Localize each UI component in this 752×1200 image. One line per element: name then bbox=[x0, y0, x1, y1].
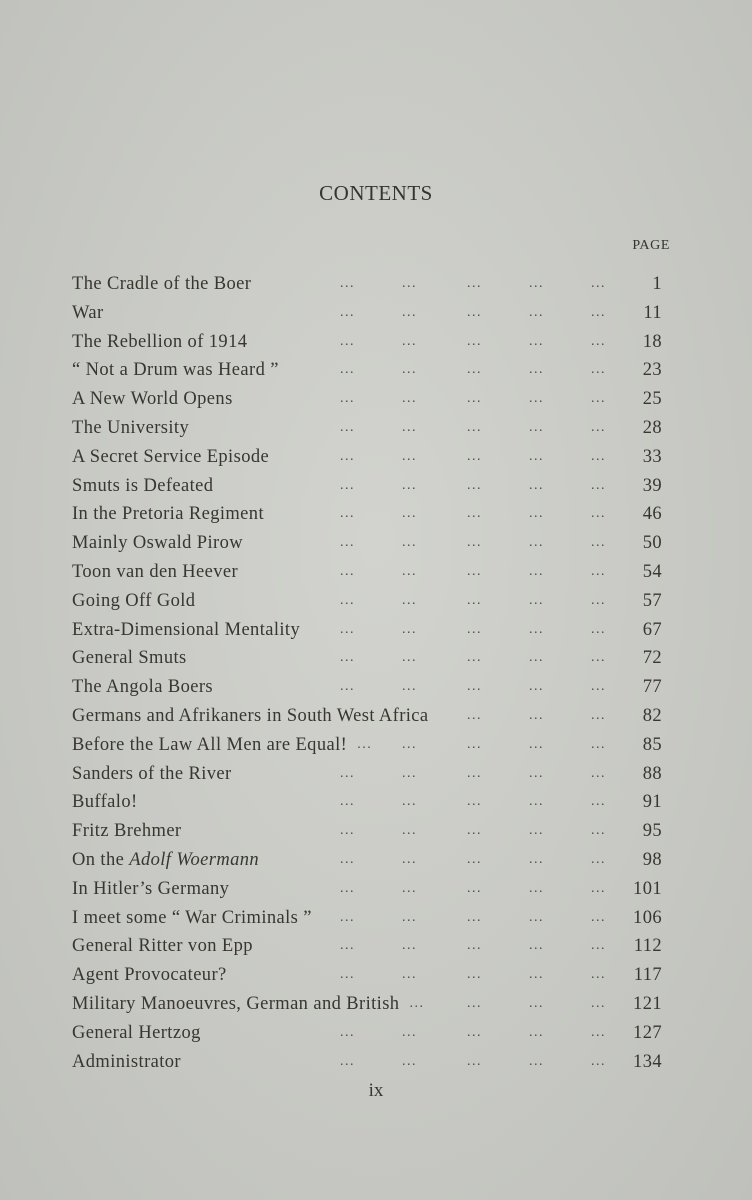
toc-entry-page: 95 bbox=[642, 821, 662, 842]
toc-entry-title: In the Pretoria Regiment bbox=[72, 504, 264, 525]
leader-dot-group: ... bbox=[591, 650, 606, 666]
leader-dot-group: ... bbox=[591, 333, 606, 349]
leader-dot-group: ... bbox=[402, 333, 417, 349]
leader-dot-group: ... bbox=[340, 938, 355, 954]
leader-dot-group: ... bbox=[467, 333, 482, 349]
toc-entry bbox=[72, 270, 662, 299]
toc-entry bbox=[72, 731, 662, 760]
leader-dot-group: ... bbox=[402, 880, 417, 896]
leader-dot-group: ... bbox=[467, 1024, 482, 1040]
leader-dot-group: ... bbox=[529, 823, 544, 839]
leader-dot-group: ... bbox=[467, 1053, 482, 1069]
leader-dot-group: ... bbox=[591, 419, 606, 435]
toc-entry bbox=[72, 961, 662, 990]
leader-dot-group: ... bbox=[591, 679, 606, 695]
leader-dot-group: ... bbox=[591, 938, 606, 954]
leader-dot-group: ... bbox=[402, 851, 417, 867]
leader-dot-group: ... bbox=[529, 1053, 544, 1069]
leader-dot-group: ... bbox=[467, 765, 482, 781]
toc-entry-page: 67 bbox=[642, 619, 662, 640]
leader-dot-group: ... bbox=[340, 304, 355, 320]
leader-dot-group: ... bbox=[467, 851, 482, 867]
toc-entry-page: 1 bbox=[652, 274, 662, 294]
leader-dot-group: ... bbox=[340, 419, 355, 435]
leader-dot-group: ... bbox=[340, 1024, 355, 1040]
toc-entry-title: Fritz Brehmer bbox=[72, 821, 182, 842]
leader-dot-group: ... bbox=[467, 506, 482, 522]
leader-dot-group: ... bbox=[402, 419, 417, 435]
leader-dot-group: ... bbox=[591, 535, 606, 551]
leader-dot-group: ... bbox=[340, 880, 355, 896]
toc-entry-page: 85 bbox=[642, 734, 662, 755]
toc-entry-page: 106 bbox=[633, 907, 662, 928]
leader-dot-group: ... bbox=[529, 276, 544, 291]
leader-dot-group: ... bbox=[591, 880, 606, 896]
leader-dot-group: ... bbox=[529, 419, 544, 435]
toc-entry-page: 54 bbox=[642, 561, 662, 582]
leader-dot-group: ... bbox=[591, 621, 606, 637]
toc-entry-page: 72 bbox=[642, 648, 662, 669]
leader-dot-group: ... bbox=[467, 823, 482, 839]
leader-dot-group: ... bbox=[591, 707, 606, 723]
leader-dot-group: ... bbox=[402, 938, 417, 954]
toc-entry bbox=[72, 616, 662, 645]
leader-dot-group: ... bbox=[340, 276, 355, 291]
leader-dot-group: ... bbox=[402, 506, 417, 522]
leader-dot-group: ... bbox=[529, 448, 544, 464]
toc-entry-title: A Secret Service Episode bbox=[72, 446, 270, 467]
leader-dot-group: ... bbox=[591, 563, 606, 579]
leader-dot-group: ... bbox=[467, 419, 482, 435]
toc-entry-page: 39 bbox=[642, 475, 662, 496]
leader-dot-group: ... bbox=[529, 304, 544, 320]
toc-entry-title-prefix: On the bbox=[72, 849, 130, 870]
toc-entry bbox=[72, 788, 662, 817]
leader-dot-group: ... bbox=[340, 679, 355, 695]
toc-entry bbox=[72, 529, 662, 558]
leader-dot-group: ... bbox=[467, 304, 482, 320]
toc-entry-title: Agent Provocateur? bbox=[72, 965, 227, 986]
leader-dot-group: ... bbox=[591, 276, 606, 291]
toc-entry-title: General Smuts bbox=[72, 648, 187, 669]
toc-entry-title: War bbox=[72, 302, 104, 323]
leader-dot-group: ... bbox=[467, 995, 482, 1011]
leader-dot-group: ... bbox=[402, 967, 417, 983]
leader-dot-group: ... bbox=[340, 909, 355, 925]
leader-dot-group: ... bbox=[529, 707, 544, 723]
leader-dot-group: ... bbox=[591, 995, 606, 1011]
leader-dot-group: ... bbox=[402, 679, 417, 695]
toc-entry-title: Mainly Oswald Pirow bbox=[72, 533, 244, 554]
leader-dot-group: ... bbox=[340, 1053, 355, 1069]
leader-dot-group: ... bbox=[467, 391, 482, 407]
toc-entry-title: General Ritter von Epp bbox=[72, 936, 253, 957]
leader-dot-group: ... bbox=[467, 650, 482, 666]
leader-dot-group: ... bbox=[340, 333, 355, 349]
toc-entry-page: 46 bbox=[642, 504, 662, 525]
toc-entry-page: 33 bbox=[642, 446, 662, 467]
toc-entry-page: 50 bbox=[642, 533, 662, 554]
toc-entry-page: 18 bbox=[642, 331, 662, 352]
toc-entry-page: 134 bbox=[633, 1051, 662, 1072]
toc-entry-page: 28 bbox=[642, 417, 662, 438]
toc-entry bbox=[72, 1048, 662, 1077]
toc-entry-title: Going Off Gold bbox=[72, 590, 196, 611]
toc-entry bbox=[72, 932, 662, 961]
toc-entry-page: 112 bbox=[633, 936, 662, 957]
toc-entry bbox=[72, 817, 662, 846]
leader-dot-group: ... bbox=[529, 880, 544, 896]
leader-dot-group: ... bbox=[402, 276, 417, 291]
toc-entry-page: 127 bbox=[633, 1022, 662, 1043]
leader-dot-group: ... bbox=[340, 448, 355, 464]
leader-dot-group: ... bbox=[529, 967, 544, 983]
leader-dot-group: ... bbox=[467, 707, 482, 723]
leader-dot-group: ... bbox=[591, 736, 606, 752]
leader-dot-group: ... bbox=[340, 535, 355, 551]
toc-entry-title: Sanders of the River bbox=[72, 763, 232, 784]
table-of-contents bbox=[72, 270, 662, 1076]
leader-dot-group: ... bbox=[467, 679, 482, 695]
leader-dot-group: ... bbox=[591, 765, 606, 781]
toc-entry-title-italic: Adolf Woermann bbox=[129, 849, 260, 870]
leader-dot-group: ... bbox=[529, 794, 544, 810]
leader-dot-group: ... bbox=[402, 448, 417, 464]
leader-dot-group: ... bbox=[340, 506, 355, 522]
leader-dot-group: ... bbox=[340, 851, 355, 867]
toc-entry bbox=[72, 644, 662, 673]
leader-dot-group: ... bbox=[591, 823, 606, 839]
toc-entry bbox=[72, 904, 662, 933]
toc-entry-page: 98 bbox=[642, 849, 662, 870]
leader-dot-group: ... bbox=[529, 1024, 544, 1040]
leader-dot-group: ... bbox=[467, 880, 482, 896]
leader-dot-group: ... bbox=[402, 1024, 417, 1040]
leader-dot-group: ... bbox=[340, 477, 355, 493]
leader-dot-group: ... bbox=[340, 391, 355, 407]
toc-entry-title: “ Not a Drum was Heard ” bbox=[72, 360, 279, 381]
toc-entry bbox=[72, 472, 662, 501]
toc-entry-page: 117 bbox=[633, 965, 662, 986]
leader-dot-group: ... bbox=[529, 477, 544, 493]
toc-entry bbox=[72, 1019, 662, 1048]
leader-dot-group: ... bbox=[357, 736, 373, 752]
toc-entry bbox=[72, 385, 662, 414]
toc-entry bbox=[72, 443, 662, 472]
toc-entry-title: Before the Law All Men are Equal! bbox=[72, 734, 348, 755]
toc-entry bbox=[72, 500, 662, 529]
leader-dot-group: ... bbox=[529, 592, 544, 608]
leader-dot-group: ... bbox=[591, 362, 606, 378]
toc-entry bbox=[72, 760, 662, 789]
toc-entry-title: The Rebellion of 1914 bbox=[72, 331, 248, 352]
leader-dot-group: ... bbox=[340, 563, 355, 579]
leader-dot-group: ... bbox=[591, 794, 606, 810]
toc-entry-title: Military Manoeuvres, German and British bbox=[72, 993, 400, 1014]
leader-dot-group: ... bbox=[340, 823, 355, 839]
leader-dot-group: ... bbox=[402, 592, 417, 608]
leader-dot-group: ... bbox=[340, 621, 355, 637]
toc-entry-page: 23 bbox=[642, 360, 662, 381]
leader-dot-group: ... bbox=[529, 535, 544, 551]
toc-entry-title: Germans and Afrikaners in South West Africa bbox=[72, 705, 429, 726]
toc-entry-page: 101 bbox=[633, 878, 662, 899]
leader-dot-group: ... bbox=[467, 563, 482, 579]
leader-dot-group: ... bbox=[467, 276, 482, 291]
toc-entry-title: Toon van den Heever bbox=[72, 561, 239, 582]
leader-dot-group: ... bbox=[591, 304, 606, 320]
leader-dot-group: ... bbox=[529, 938, 544, 954]
toc-entry-title: The University bbox=[72, 417, 190, 438]
toc-entry-title: Administrator bbox=[72, 1051, 181, 1072]
leader-dot-group: ... bbox=[591, 851, 606, 867]
leader-dot-group: ... bbox=[529, 506, 544, 522]
toc-entry-title: Buffalo! bbox=[72, 792, 138, 813]
page-column-label: PAGE bbox=[632, 238, 670, 253]
leader-dot-group: ... bbox=[529, 995, 544, 1011]
leader-dot-group: ... bbox=[402, 391, 417, 407]
leader-dot-group: ... bbox=[591, 1024, 606, 1040]
toc-entry-page: 77 bbox=[642, 677, 662, 698]
leader-dot-group: ... bbox=[529, 679, 544, 695]
leader-dot-group: ... bbox=[529, 362, 544, 378]
toc-entry-title: The Cradle of the Boer bbox=[72, 274, 252, 294]
leader-dot-group: ... bbox=[340, 592, 355, 608]
toc-entry bbox=[72, 702, 662, 731]
leader-dot-group: ... bbox=[529, 851, 544, 867]
leader-dot-group: ... bbox=[402, 477, 417, 493]
leader-dot-group: ... bbox=[340, 650, 355, 666]
leader-dot-group: ... bbox=[467, 736, 482, 752]
toc-entry-page: 121 bbox=[633, 993, 662, 1014]
toc-entry bbox=[72, 558, 662, 587]
leader-dot-group: ... bbox=[591, 1053, 606, 1069]
toc-entry-title: General Hertzog bbox=[72, 1022, 201, 1043]
leader-dot-group: ... bbox=[402, 823, 417, 839]
leader-dot-group: ... bbox=[591, 391, 606, 407]
leader-dot-group: ... bbox=[402, 535, 417, 551]
leader-dot-group: ... bbox=[340, 362, 355, 378]
leader-dot-group: ... bbox=[467, 592, 482, 608]
leader-dot-group: ... bbox=[467, 535, 482, 551]
toc-entry bbox=[72, 587, 662, 616]
toc-entry-title bbox=[72, 846, 259, 875]
toc-entry-page: 91 bbox=[642, 792, 662, 813]
leader-dot-group: ... bbox=[340, 967, 355, 983]
leader-dot-group: ... bbox=[402, 650, 417, 666]
toc-entry-page: 11 bbox=[643, 302, 662, 323]
leader-dot-group: ... bbox=[467, 477, 482, 493]
leader-dot-group: ... bbox=[529, 736, 544, 752]
toc-entry-page: 25 bbox=[642, 389, 662, 410]
leader-dot-group: ... bbox=[467, 794, 482, 810]
leader-dot-group: ... bbox=[591, 967, 606, 983]
page-number: ix bbox=[368, 1080, 384, 1101]
toc-entry-title: A New World Opens bbox=[72, 389, 233, 410]
toc-leader-dots bbox=[72, 788, 620, 817]
leader-dot-group: ... bbox=[402, 1053, 417, 1069]
toc-leader-dots bbox=[72, 299, 620, 328]
leader-dot-group: ... bbox=[591, 477, 606, 493]
toc-entry bbox=[72, 356, 662, 385]
leader-dot-group: ... bbox=[591, 448, 606, 464]
leader-dot-group: ... bbox=[402, 304, 417, 320]
leader-dot-group: ... bbox=[467, 448, 482, 464]
toc-entry-title: In Hitler’s Germany bbox=[72, 878, 230, 899]
toc-entry-page: 88 bbox=[642, 763, 662, 784]
toc-entry bbox=[72, 414, 662, 443]
leader-dot-group: ... bbox=[467, 909, 482, 925]
page-title: CONTENTS bbox=[319, 181, 433, 205]
leader-dot-group: ... bbox=[529, 621, 544, 637]
leader-dot-group: ... bbox=[529, 333, 544, 349]
leader-dot-group: ... bbox=[402, 563, 417, 579]
toc-entry-title: Extra-Dimensional Mentality bbox=[72, 619, 301, 640]
leader-dot-group: ... bbox=[529, 391, 544, 407]
toc-entry bbox=[72, 875, 662, 904]
leader-dot-group: ... bbox=[402, 736, 417, 752]
leader-dot-group: ... bbox=[529, 765, 544, 781]
leader-dot-group: ... bbox=[591, 592, 606, 608]
leader-dot-group: ... bbox=[467, 621, 482, 637]
toc-entry-title: The Angola Boers bbox=[72, 677, 214, 698]
leader-dot-group: ... bbox=[591, 909, 606, 925]
leader-dot-group: ... bbox=[402, 765, 417, 781]
leader-dot-group: ... bbox=[409, 995, 425, 1011]
toc-entry bbox=[72, 299, 662, 328]
toc-entry bbox=[72, 846, 662, 875]
leader-dot-group: ... bbox=[402, 794, 417, 810]
toc-entry-page: 57 bbox=[642, 590, 662, 611]
leader-dot-group: ... bbox=[402, 909, 417, 925]
leader-dot-group: ... bbox=[467, 938, 482, 954]
toc-entry-title: Smuts is Defeated bbox=[72, 475, 214, 496]
leader-dot-group: ... bbox=[591, 506, 606, 522]
leader-dot-group: ... bbox=[402, 621, 417, 637]
toc-entry bbox=[72, 328, 662, 357]
leader-dot-group: ... bbox=[467, 967, 482, 983]
leader-dot-group: ... bbox=[529, 909, 544, 925]
toc-entry-title: I meet some “ War Criminals ” bbox=[72, 907, 312, 928]
toc-entry-page: 82 bbox=[642, 705, 662, 726]
toc-entry bbox=[72, 673, 662, 702]
leader-dot-group: ... bbox=[529, 650, 544, 666]
leader-dot-group: ... bbox=[340, 794, 355, 810]
leader-dot-group: ... bbox=[467, 362, 482, 378]
leader-dot-group: ... bbox=[340, 765, 355, 781]
leader-dot-group: ... bbox=[402, 362, 417, 378]
toc-entry bbox=[72, 990, 662, 1019]
leader-dot-group: ... bbox=[529, 563, 544, 579]
